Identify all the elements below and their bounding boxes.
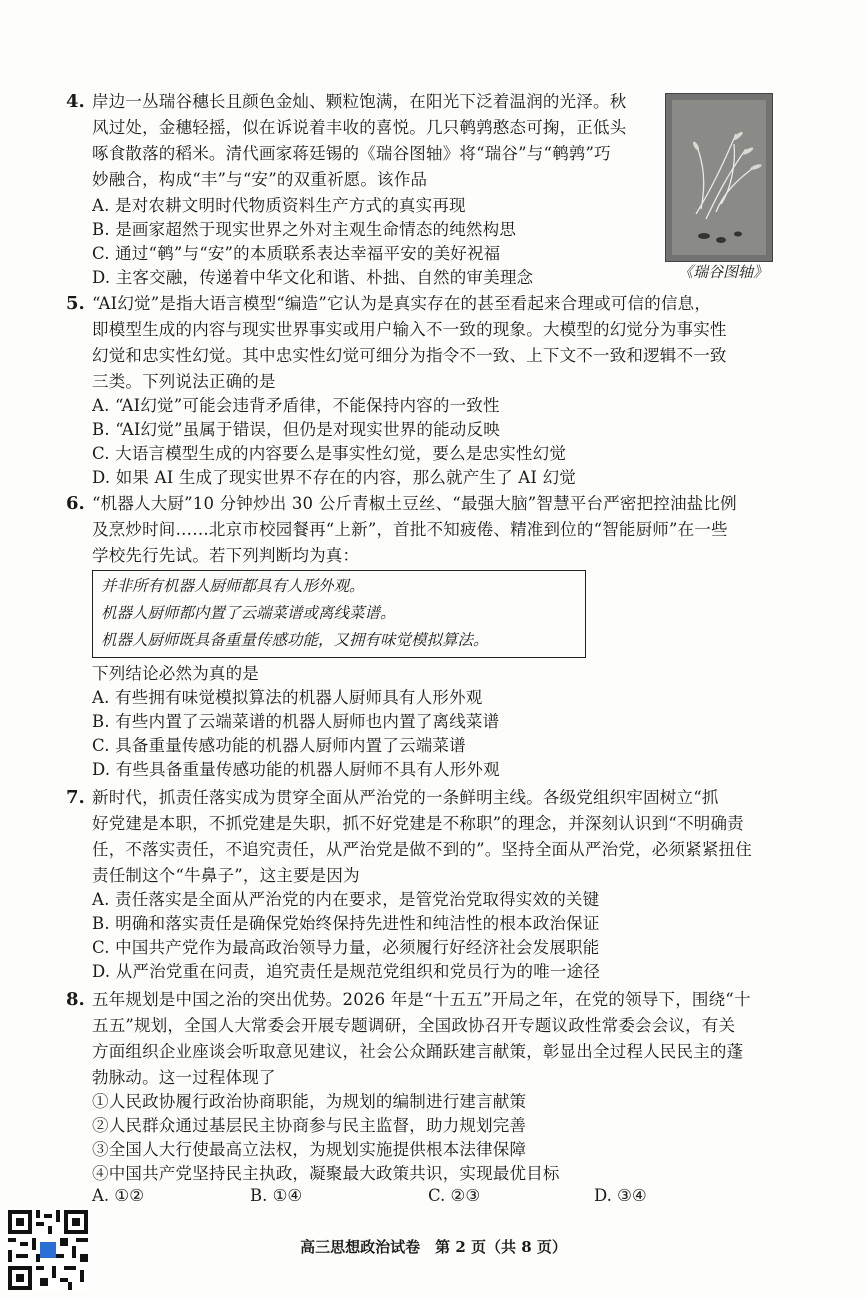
premise-line: 机器人厨师既具备重量传感功能，又拥有味觉模拟算法。 xyxy=(101,631,489,649)
question-8-option-d[interactable]: D. ③④ xyxy=(594,1186,647,1205)
question-6-stem-line: 及烹炒时间……北京市校园餐再“上新”，首批不知疲倦、精准到位的“智能厨师”在一些 xyxy=(92,520,728,539)
question-7-stem-line: 责任制这个“牛鼻子”，这主要是因为 xyxy=(92,866,360,885)
question-6-sub-stem: 下列结论必然为真的是 xyxy=(92,664,259,683)
question-8-item-4: ④中国共产党坚持民主执政，凝聚最大政策共识，实现最优目标 xyxy=(92,1164,560,1183)
question-4-number: 4. xyxy=(66,91,85,112)
question-8-stem-line: 五五”规划，全国人大常委会开展专题调研，全国政协召开专题议政性常委会会议，有关 xyxy=(92,1016,736,1035)
question-7-stem-line: 新时代，抓责任落实成为贯穿全面从严治党的一条鲜明主线。各级党组织牢固树立“抓 xyxy=(92,788,719,807)
question-5-option-b[interactable]: B. “AI幻觉”虽属于错误，但仍是对现实世界的能动反映 xyxy=(92,420,500,439)
premise-line: 并非所有机器人厨师都具有人形外观。 xyxy=(101,577,365,595)
question-5-stem-line: 三类。下列说法正确的是 xyxy=(92,372,276,391)
question-8-option-a[interactable]: A. ①② xyxy=(92,1186,144,1205)
question-4-option-b[interactable]: B. 是画家超然于现实世界之外对主观生命情态的纯然构思 xyxy=(92,220,517,239)
question-5-option-a[interactable]: A. “AI幻觉”可能会违背矛盾律，不能保持内容的一致性 xyxy=(92,396,500,415)
question-6-stem-line: “机器人大厨”10 分钟炒出 30 公斤青椒土豆丝、“最强大脑”智慧平台严密把控油盐比例 xyxy=(92,494,737,513)
question-8-stem-line: 勃脉动。这一过程体现了 xyxy=(92,1068,276,1087)
question-4-option-c[interactable]: C. 通过“鹌”与“安”的本质联系表达幸福平安的美好祝福 xyxy=(92,244,501,263)
question-7-option-d[interactable]: D. 从严治党重在问责，追究责任是规范党组织和党员行为的唯一途径 xyxy=(92,962,601,981)
painting-image xyxy=(665,93,773,262)
question-5-option-d[interactable]: D. 如果 AI 生成了现实世界不存在的内容，那么就产生了 AI 幻觉 xyxy=(92,468,576,487)
question-6-option-a[interactable]: A. 有些拥有味觉模拟算法的机器人厨师具有人形外观 xyxy=(92,688,483,707)
question-5-number: 5. xyxy=(66,293,85,314)
question-8-stem-line: 五年规划是中国之治的突出优势。2026 年是“十五五”开局之年，在党的领导下，围绕“十 xyxy=(92,990,751,1009)
question-4-stem-line: 啄食散落的稻米。清代画家蒋廷锡的《瑞谷图轴》将“瑞谷”与“鹌鹑”巧 xyxy=(92,144,611,163)
question-6-number: 6. xyxy=(66,493,85,514)
question-7-number: 7. xyxy=(66,787,85,808)
question-6-option-c[interactable]: C. 具备重量传感功能的机器人厨师内置了云端菜谱 xyxy=(92,736,466,755)
question-6-option-d[interactable]: D. 有些具备重量传感功能的机器人厨师不具有人形外观 xyxy=(92,760,500,779)
question-4-option-a[interactable]: A. 是对农耕文明时代物质资料生产方式的真实再现 xyxy=(92,196,466,215)
question-7-stem-line: 好党建是本职，不抓党建是失职，抓不好党建是不称职”的理念，并深刻认识到“不明确责 xyxy=(92,814,744,833)
question-4-stem-line: 岸边一丛瑞谷穗长且颜色金灿、颗粒饱满，在阳光下泛着温润的光泽。秋 xyxy=(92,92,627,111)
question-8-option-c[interactable]: C. ②③ xyxy=(428,1186,481,1205)
question-4-option-d[interactable]: D. 主客交融，传递着中华文化和谐、朴拙、自然的审美理念 xyxy=(92,268,534,287)
question-5-stem-line: 即模型生成的内容与现实世界事实或用户输入不一致的现象。大模型的幻觉分为事实性 xyxy=(92,320,727,339)
question-8-item-3: ③全国人大行使最高立法权，为规划实施提供根本法律保障 xyxy=(92,1140,527,1159)
question-8-option-b[interactable]: B. ①④ xyxy=(250,1186,303,1205)
question-7-stem-line: 任，不落实责任，不追究责任，从严治党是做不到的”。坚持全面从严治党，必须紧紧扭住 xyxy=(92,840,752,859)
page-footer: 高三思想政治试卷 第 2 页（共 8 页） xyxy=(300,1238,567,1256)
question-4-stem-line: 妙融合，构成“丰”与“安”的双重祈愿。该作品 xyxy=(92,170,428,189)
question-8-item-1: ①人民政协履行政治协商职能，为规划的编制进行建言献策 xyxy=(92,1092,527,1111)
question-6-option-b[interactable]: B. 有些内置了云端菜谱的机器人厨师也内置了离线菜谱 xyxy=(92,712,500,731)
question-5-option-c[interactable]: C. 大语言模型生成的内容要么是事实性幻觉，要么是忠实性幻觉 xyxy=(92,444,567,463)
question-4-stem-line: 风过处，金穗轻摇，似在诉说着丰收的喜悦。几只鹌鹑憨态可掬，正低头 xyxy=(92,118,627,137)
question-7-option-b[interactable]: B. 明确和落实责任是确保党始终保持先进性和纯洁性的根本政治保证 xyxy=(92,914,600,933)
question-5-stem-line: 幻觉和忠实性幻觉。其中忠实性幻觉可细分为指令不一致、上下文不一致和逻辑不一致 xyxy=(92,346,727,365)
question-8-number: 8. xyxy=(66,989,85,1010)
premise-box xyxy=(92,570,586,658)
question-6-stem-line: 学校先行先试。若下列判断均为真： xyxy=(92,546,360,565)
question-8-stem-line: 方面组织企业座谈会听取意见建议，社会公众踊跃建言献策，彰显出全过程人民民主的蓬 xyxy=(92,1042,744,1061)
question-8-item-2: ②人民群众通过基层民主协商参与民主监督，助力规划完善 xyxy=(92,1116,527,1135)
question-7-option-a[interactable]: A. 责任落实是全面从严治党的内在要求，是管党治党取得实效的关键 xyxy=(92,890,600,909)
question-7-option-c[interactable]: C. 中国共产党作为最高政治领导力量，必须履行好经济社会发展职能 xyxy=(92,938,600,957)
painting-caption: 《瑞谷图轴》 xyxy=(677,263,768,281)
question-5-stem-line: “AI幻觉”是指大语言模型“编造”它认为是真实存在的甚至看起来合理或可信的信息， xyxy=(92,294,712,313)
premise-line: 机器人厨师都内置了云端菜谱或离线菜谱。 xyxy=(101,604,396,622)
